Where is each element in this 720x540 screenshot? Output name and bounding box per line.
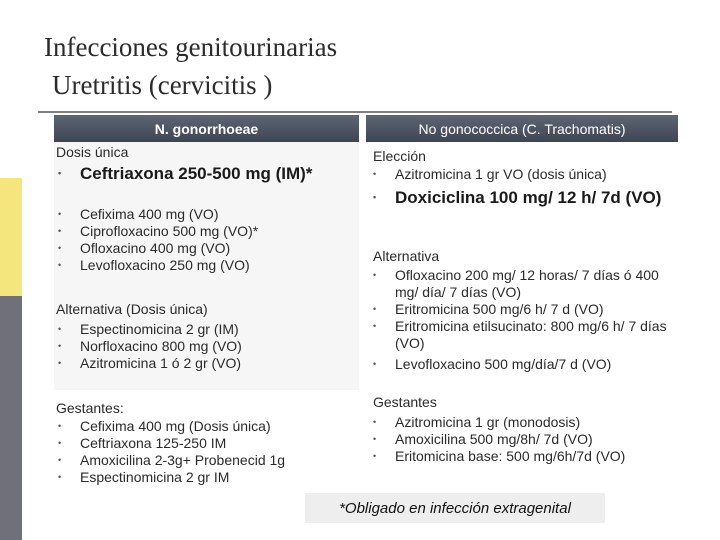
left-gestantes-label: Gestantes: (56, 400, 124, 416)
footnote: *Obligado en infección extragenital (305, 493, 605, 523)
list-item: • Ofloxacino 200 mg/ 12 horas/ 7 días ó 400 mg/ día/ 7 días (VO) (369, 267, 669, 301)
list-item: • Azitromicina 1 gr (monodosis) (369, 414, 625, 431)
right-column-header: No gonococcica (C. Trachomatis) (366, 115, 678, 142)
left-column-header: N. gonorrhoeae (54, 115, 359, 142)
right-gestantes-label: Gestantes (373, 394, 437, 410)
right-gestantes-list (369, 414, 625, 465)
right-primary-list (369, 188, 674, 207)
right-eleccion-list (369, 166, 607, 183)
right-alternativa-label: Alternativa (373, 248, 440, 264)
list-item: • Cefixima 400 mg (VO) (54, 206, 258, 223)
list-item: • Amoxicilina 500 mg/8h/ 7d (VO) (369, 431, 625, 448)
list-item: • Eritomicina base: 500 mg/6h/7d (VO) (369, 448, 625, 465)
eleccion-label: Elección (373, 148, 426, 164)
list-item: • Norfloxacino 800 mg (VO) (54, 338, 242, 355)
title-divider (38, 111, 672, 113)
list-item: • Amoxicilina 2-3g+ Probenecid 1g (54, 452, 285, 469)
list-item: • Ciprofloxacino 500 mg (VO)* (54, 223, 258, 240)
slide-subtitle: Uretritis (cervicitis ) (52, 70, 273, 100)
right-primary-drug: • Doxiciclina 100 mg/ 12 h/ 7d (VO) (369, 188, 674, 207)
list-item: • Levofloxacino 250 mg (VO) (54, 257, 258, 274)
left-primary-list (54, 164, 354, 183)
right-alternativa-list (369, 267, 669, 373)
left-drug-list (54, 206, 258, 274)
left-alternativa-list (54, 321, 242, 372)
side-accent-yellow (0, 178, 22, 296)
list-item: • Eritromicina etilsucinato: 800 mg/6 h/ 7 días (VO) (369, 318, 669, 352)
list-item: • Ceftriaxona 125-250 IM (54, 435, 285, 452)
list-item: • Eritromicina 500 mg/6 h/ 7 d (VO) (369, 301, 669, 318)
list-item: • Azitromicina 1 gr VO (dosis única) (369, 166, 607, 183)
dosis-unica-label: Dosis única (56, 144, 129, 160)
list-item: • Espectinomicina 2 gr (IM) (54, 321, 242, 338)
list-item: • Levofloxacino 500 mg/día/7 d (VO) (369, 356, 669, 373)
left-gestantes-list (54, 418, 285, 486)
list-item: • Espectinomicina 2 gr IM (54, 469, 285, 486)
slide-title: Infecciones genitourinarias (44, 32, 338, 62)
side-accent-grey (0, 296, 22, 540)
list-item: • Azitromicina 1 ó 2 gr (VO) (54, 355, 242, 372)
list-item: • Ofloxacino 400 mg (VO) (54, 240, 258, 257)
left-alternativa-label: Alternativa (Dosis única) (56, 301, 208, 317)
left-primary-drug: • Ceftriaxona 250-500 mg (IM)* (54, 164, 354, 183)
list-item: • Cefixima 400 mg (Dosis única) (54, 418, 285, 435)
